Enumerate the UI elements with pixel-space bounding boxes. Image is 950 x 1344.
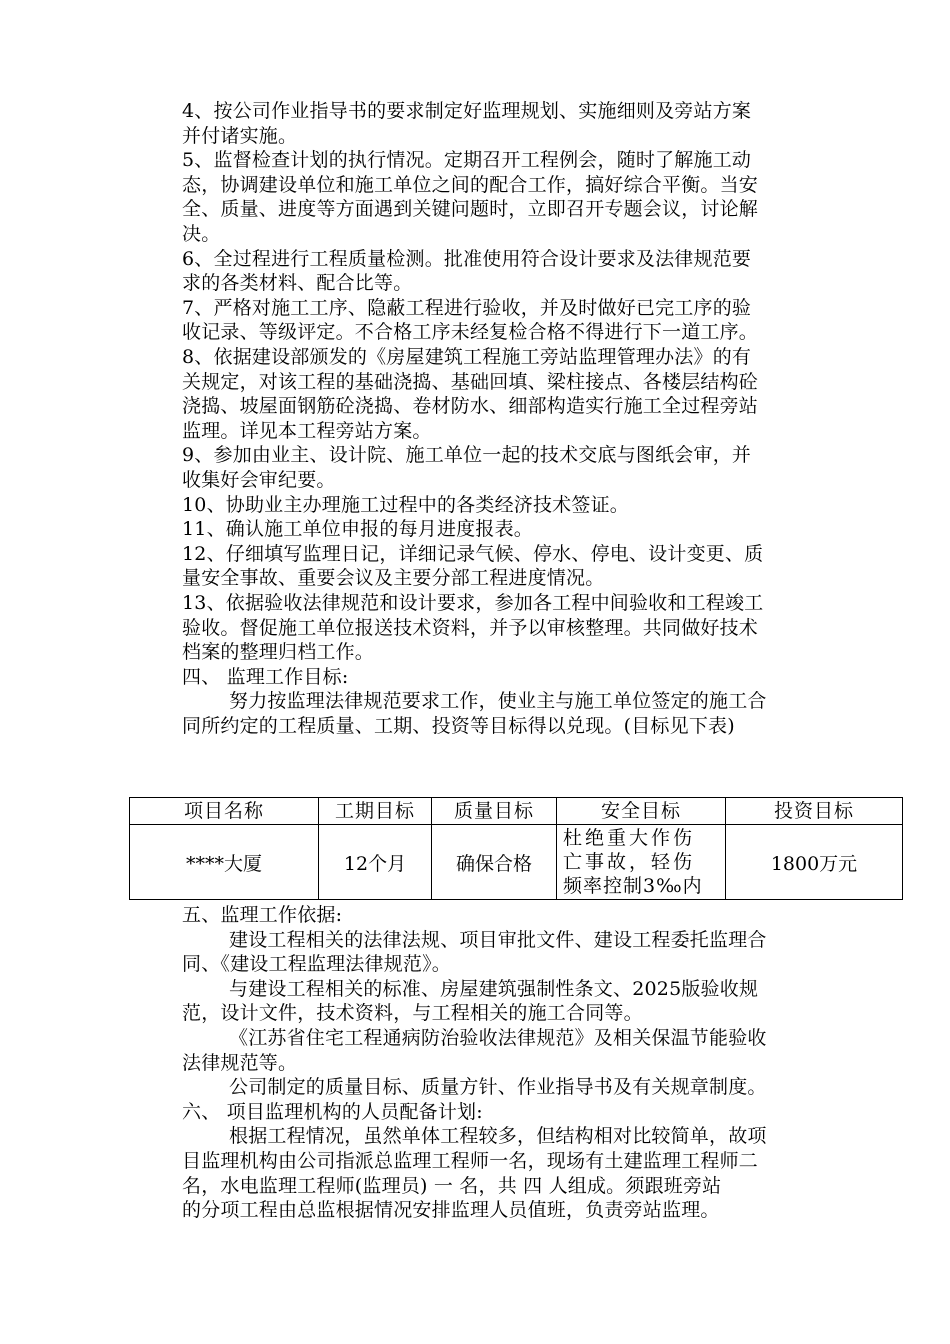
paragraph-line: 同、《建设工程监理法律规范》。 (182, 953, 452, 976)
safety-line: 频率控制3‰内 (563, 875, 703, 897)
duty-item-line: 监理。详见本工程旁站方案。 (182, 419, 432, 442)
header-quality-goal: 质量目标 (432, 798, 557, 825)
header-safety-goal: 安全目标 (557, 798, 726, 825)
paragraph-line: 的分项工程由总监根据情况安排监理人员值班，负责旁站监理。 (182, 1199, 720, 1222)
safety-line: 亡事故，轻伤 (563, 851, 696, 873)
paragraph-line: 根据工程情况，虽然单体工程较多，但结构相对比较简单，故项 (229, 1125, 767, 1148)
header-investment-goal: 投资目标 (726, 798, 903, 825)
duty-item-line: 决。 (182, 223, 221, 245)
quality-cell: 确保合格 (432, 825, 557, 900)
goals-table-row (130, 825, 903, 900)
duty-item-line: 档案的整理归档工作。 (182, 641, 375, 664)
duty-item-line: 浇捣、坡屋面钢筋砼浇捣、卷材防水、细部构造实行施工全过程旁站 (182, 395, 759, 418)
duty-item-line: 求的各类材料、配合比等。 (182, 272, 413, 295)
duty-item-line: 5、监督检查计划的执行情况。定期召开工程例会，随时了解施工动 (182, 149, 752, 172)
safety-line: 杜绝重大作伤 (563, 827, 696, 849)
investment-cell: 1800万元 (726, 825, 903, 900)
period-cell: 12个月 (319, 825, 432, 900)
header-project-name: 项目名称 (130, 798, 319, 825)
duty-item-line: 收集好会审纪要。 (182, 469, 336, 491)
duty-item-line: 7、严格对施工工序、隐蔽工程进行验收，并及时做好已完工序的验 (182, 296, 752, 319)
paragraph-line: 公司制定的质量目标、质量方针、作业指导书及有关规章制度。 (229, 1076, 767, 1099)
paragraph-line: 名，水电监理工程师(监理员) 一 名，共 四 人组成。须跟班旁站 (182, 1174, 722, 1197)
duty-item-line: 12、仔细填写监理日记，详细记录气候、停水、停电、设计变更、质 (182, 542, 764, 565)
section-heading: 四、 监理工作目标: (182, 665, 349, 688)
safety-cell (557, 825, 726, 900)
paragraph-line: 《江苏省住宅工程通病防治验收法律规范》及相关保温节能验收 (229, 1027, 767, 1049)
duty-item-line: 13、依据验收法律规范和设计要求，参加各工程中间验收和工程竣工 (182, 592, 764, 614)
duty-item-line: 态，协调建设单位和施工单位之间的配合工作，搞好综合平衡。当安 (182, 173, 759, 196)
duty-item-line: 10、协助业主办理施工过程中的各类经济技术签证。 (182, 493, 629, 516)
paragraph-line: 建设工程相关的法律法规、项目审批文件、建设工程委托监理合 (229, 928, 767, 951)
goals-table (129, 797, 903, 900)
section-heading: 五、监理工作依据: (182, 904, 343, 926)
duty-item-line: 全、质量、进度等方面遇到关键问题时，立即召开专题会议，讨论解 (182, 198, 759, 221)
section-heading: 六、 项目监理机构的人员配备计划: (182, 1100, 483, 1123)
duty-item-line: 4、按公司作业指导书的要求制定好监理规划、实施细则及旁站方案 (182, 100, 752, 122)
duty-item-line: 量安全事故、重要会议及主要分部工程进度情况。 (182, 567, 605, 590)
paragraph-line: 法律规范等。 (182, 1051, 298, 1074)
duty-item-line: 验收。督促施工单位报送技术资料，并予以审核整理。共同做好技术 (182, 616, 759, 639)
paragraph-line: 努力按监理法律规范要求工作，使业主与施工单位签定的施工合 (229, 690, 767, 713)
duty-item-line: 8、依据建设部颁发的《房屋建筑工程施工旁站监理管理办法》的有 (182, 346, 752, 368)
duty-item-line: 9、参加由业主、设计院、施工单位一起的技术交底与图纸会审，并 (182, 444, 752, 467)
duty-item-line: 收记录、等级评定。不合格工序未经复检合格不得进行下一道工序。 (182, 321, 759, 344)
paragraph-line: 与建设工程相关的标准、房屋建筑强制性条文、2025版验收规 (229, 977, 759, 1000)
duty-item-line: 关规定，对该工程的基础浇捣、基础回填、梁柱接点、各楼层结构砼 (182, 370, 759, 393)
project-name-cell: ****大厦 (130, 825, 319, 900)
goals-table-header-row (130, 798, 903, 825)
paragraph-line: 范，设计文件，技术资料，与工程相关的施工合同等。 (182, 1002, 643, 1025)
duty-item-line: 并付诸实施。 (182, 124, 298, 147)
duty-item-line: 11、确认施工单位申报的每月进度报表。 (182, 518, 533, 541)
header-period-goal: 工期目标 (319, 798, 432, 825)
paragraph-line: 同所约定的工程质量、工期、投资等目标得以兑现。(目标见下表) (182, 715, 735, 737)
paragraph-line: 目监理机构由公司指派总监理工程师一名，现场有土建监理工程师二 (182, 1150, 759, 1172)
duty-item-line: 6、全过程进行工程质量检测。批准使用符合设计要求及法律规范要 (182, 247, 752, 270)
